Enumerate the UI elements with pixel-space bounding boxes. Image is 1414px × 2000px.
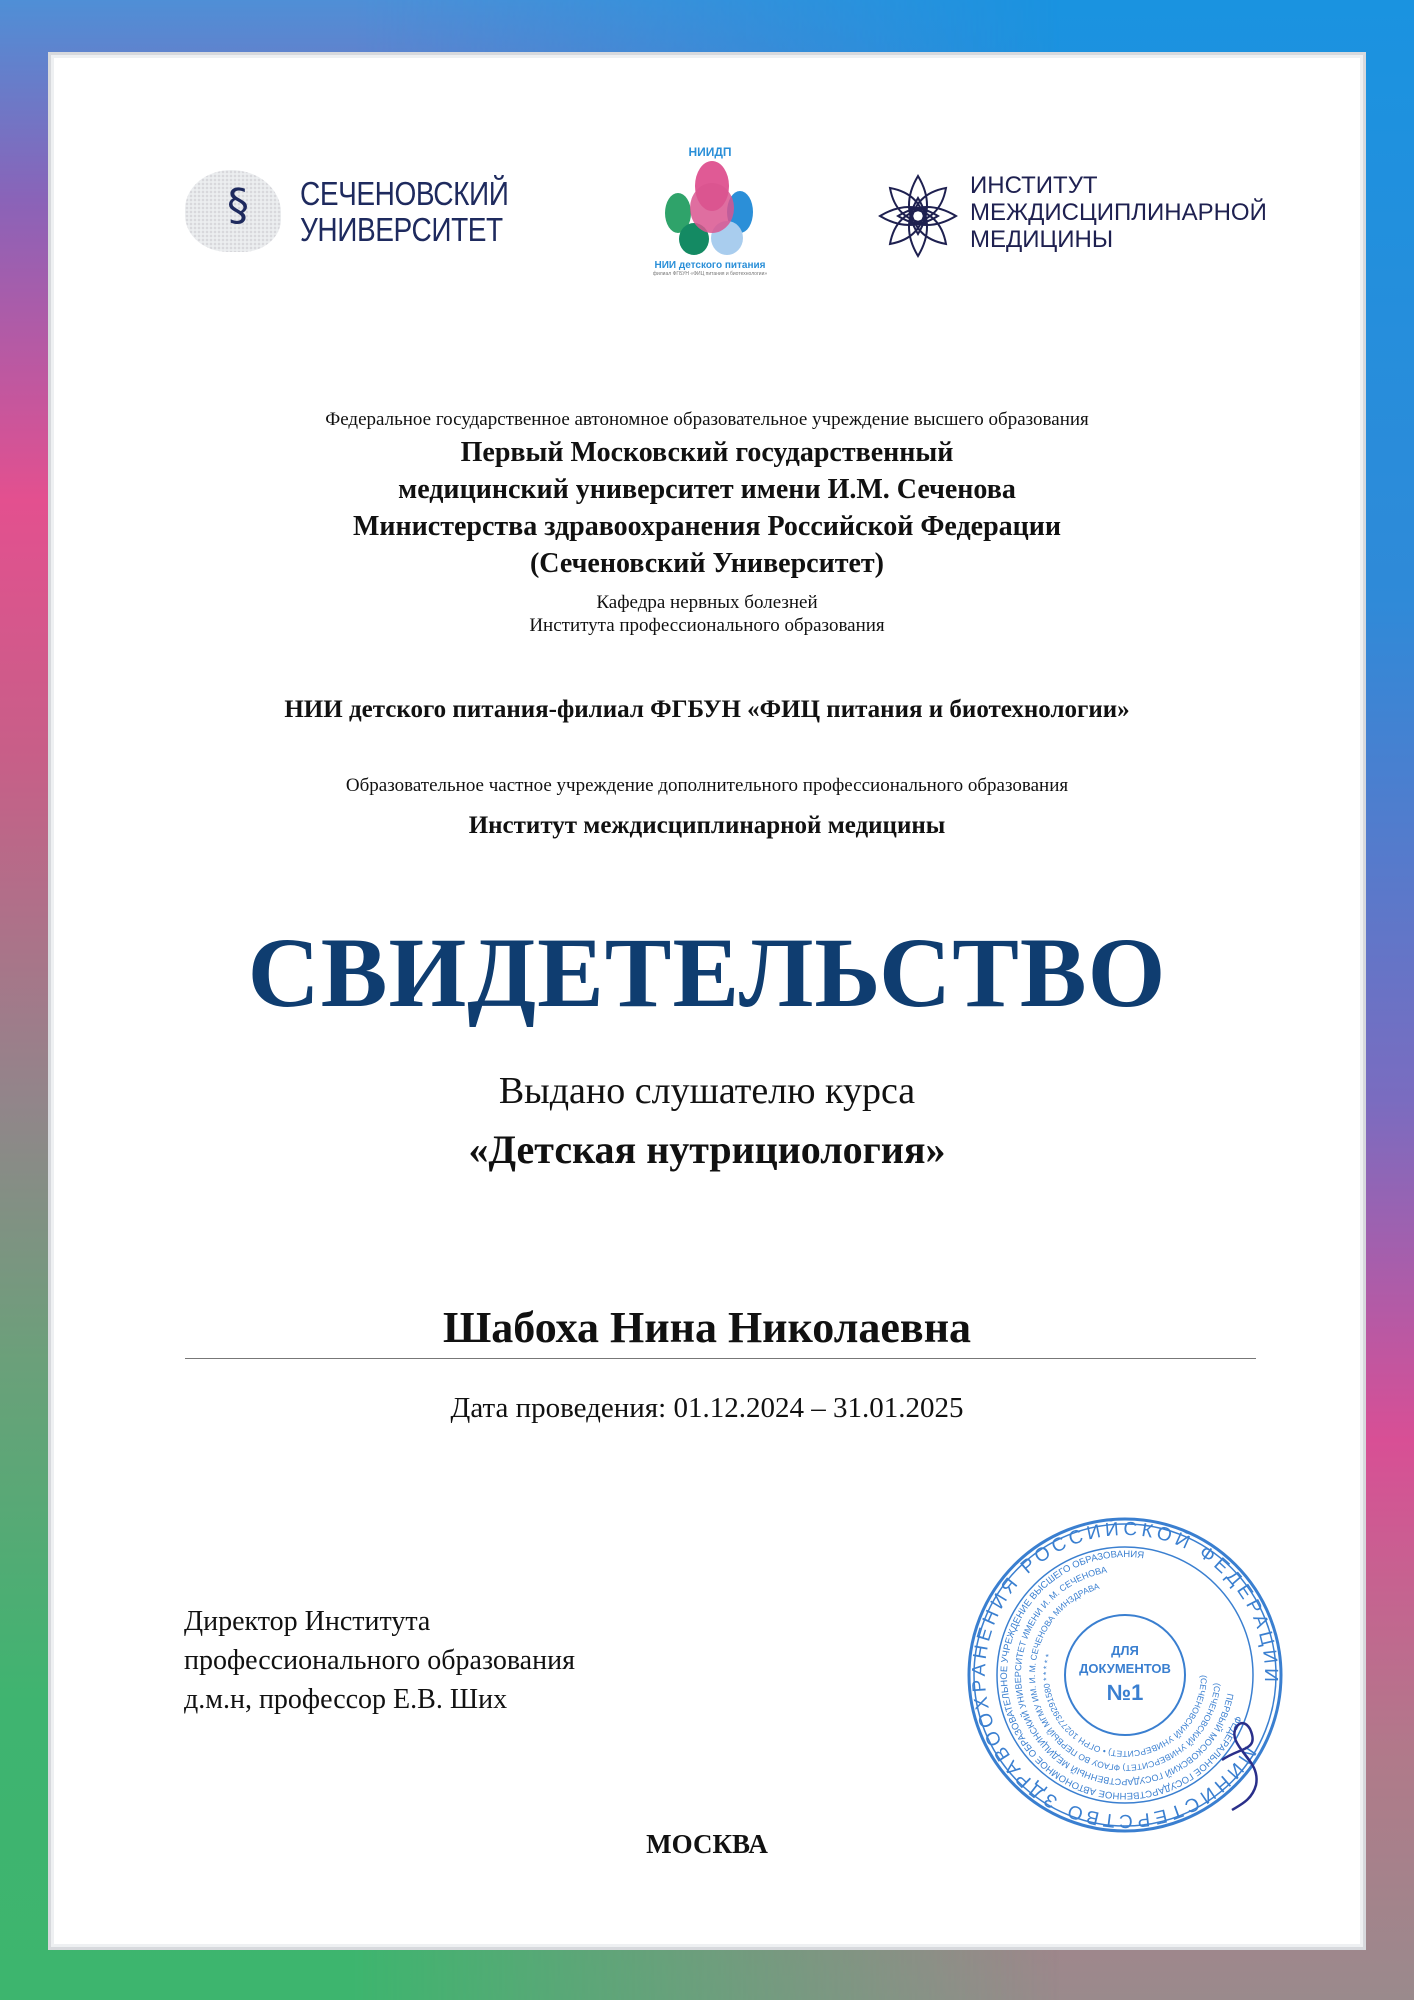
stamp-outer-text: МИНИСТЕРСТВО ЗДРАВООХРАНЕНИЯ РОССИЙСКОЙ ФЕДЕРАЦИИ	[968, 1518, 1282, 1832]
official-stamp	[960, 1515, 1290, 1835]
federal-line: Федеральное государственное автономное образовательное учреждение высшего образования	[325, 409, 1089, 430]
niidp-acronym: НИИДП	[688, 145, 732, 159]
sechenov-logo-line2: УНИВЕРСИТЕТ	[300, 211, 503, 248]
signatory-line2: профессионального образования	[184, 1645, 575, 1676]
svg-text:(СЕЧЕНОВСКИЙ УНИВЕРСИТЕТ) ФГАО	[1027, 1581, 1223, 1773]
signatory-line1: Директор Института	[184, 1606, 431, 1637]
niidp-name: НИИ детского питания	[654, 260, 766, 271]
certificate-title: СВИДЕТЕЛЬСТВО	[247, 917, 1167, 1028]
imm-logo-line2: МЕЖДИСЦИПЛИНАРНОЙ	[970, 199, 1267, 226]
recipient-name: Шабоха Нина Николаевна	[442, 1303, 972, 1352]
signatory-line3: д.м.н, профессор Е.В. Ших	[184, 1684, 508, 1715]
imm-line: Институт междисциплинарной медицины	[468, 812, 946, 839]
stamp-ring4-text: (СЕЧЕНОВСКИЙ УНИВЕРСИТЕТ) ФГАОУ ВО ПЕРВЫЙ МГМУ ИМ. И. М. СЕЧЕНОВА МИНЗДРАВА	[1026, 1580, 1223, 1774]
imm-logo-line1: ИНСТИТУТ	[970, 172, 1098, 199]
department-line2: Института профессионального образования	[529, 615, 885, 636]
course-dates: Дата проведения: 01.12.2024 – 31.01.2025	[450, 1392, 964, 1424]
imm-logo-line3: МЕДИЦИНЫ	[970, 226, 1114, 253]
flower-icon	[878, 174, 958, 258]
sechenov-logo-line1: СЕЧЕНОВСКИЙ	[300, 175, 509, 212]
issued-line: Выдано слушателю курса	[498, 1070, 916, 1112]
city: МОСКВА	[646, 1829, 768, 1859]
dna-icon: §	[227, 180, 249, 231]
imm-logo	[878, 172, 1278, 262]
signatory-block	[184, 1602, 575, 1719]
stamp-ring3-text: ПЕРВЫЙ МОСКОВСКИЙ ГОСУДАРСТВЕННЫЙ МЕДИЦИНСКИЙ УНИВЕРСИТЕТ ИМЕНИ И. М. СЕЧЕНОВА	[1012, 1564, 1236, 1788]
university-line4: (Сеченовский Университет)	[529, 548, 885, 579]
niidp-subtitle: филиал ФГБУН «ФИЦ питания и биотехнологии»	[652, 271, 768, 277]
stamp-ring5-text: (СЕЧЕНОВСКИЙ УНИВЕРСИТЕТ) • ОГРН 1027739291580 * * * * *	[1040, 1652, 1210, 1760]
department-line1: Кафедра нервных болезней	[596, 592, 818, 613]
university-line2: медицинский университет имени И.М. Сеченова	[398, 474, 1016, 505]
name-underline	[185, 1358, 1256, 1359]
stamp-center-line3: №1	[1106, 1680, 1144, 1705]
niidp-logo	[640, 145, 780, 290]
stamp-center-line1: ДЛЯ	[1111, 1643, 1139, 1658]
university-line3: Министерства здравоохранения Российской Федерации	[352, 511, 1062, 542]
stamp-ring2-text: ФЕДЕРАЛЬНОЕ ГОСУДАРСТВЕННОЕ АВТОНОМНОЕ ОБРАЗОВАТЕЛЬНОЕ УЧРЕЖДЕНИЕ ВЫСШЕГО ОБРАЗОВАНИЯ	[998, 1548, 1244, 1802]
niidp-emblem-icon	[665, 161, 755, 256]
course-name: «Детская нутрициология»	[468, 1127, 946, 1172]
stamp-center-line2: ДОКУМЕНТОВ	[1079, 1661, 1171, 1676]
university-line1: Первый Московский государственный	[460, 437, 954, 468]
private-institution-line: Образовательное частное учреждение дополнительного профессионального образования	[345, 775, 1069, 796]
nii-line: НИИ детского питания-филиал ФГБУН «ФИЦ питания и биотехнологии»	[284, 696, 1130, 723]
sechenov-logo	[185, 170, 535, 252]
